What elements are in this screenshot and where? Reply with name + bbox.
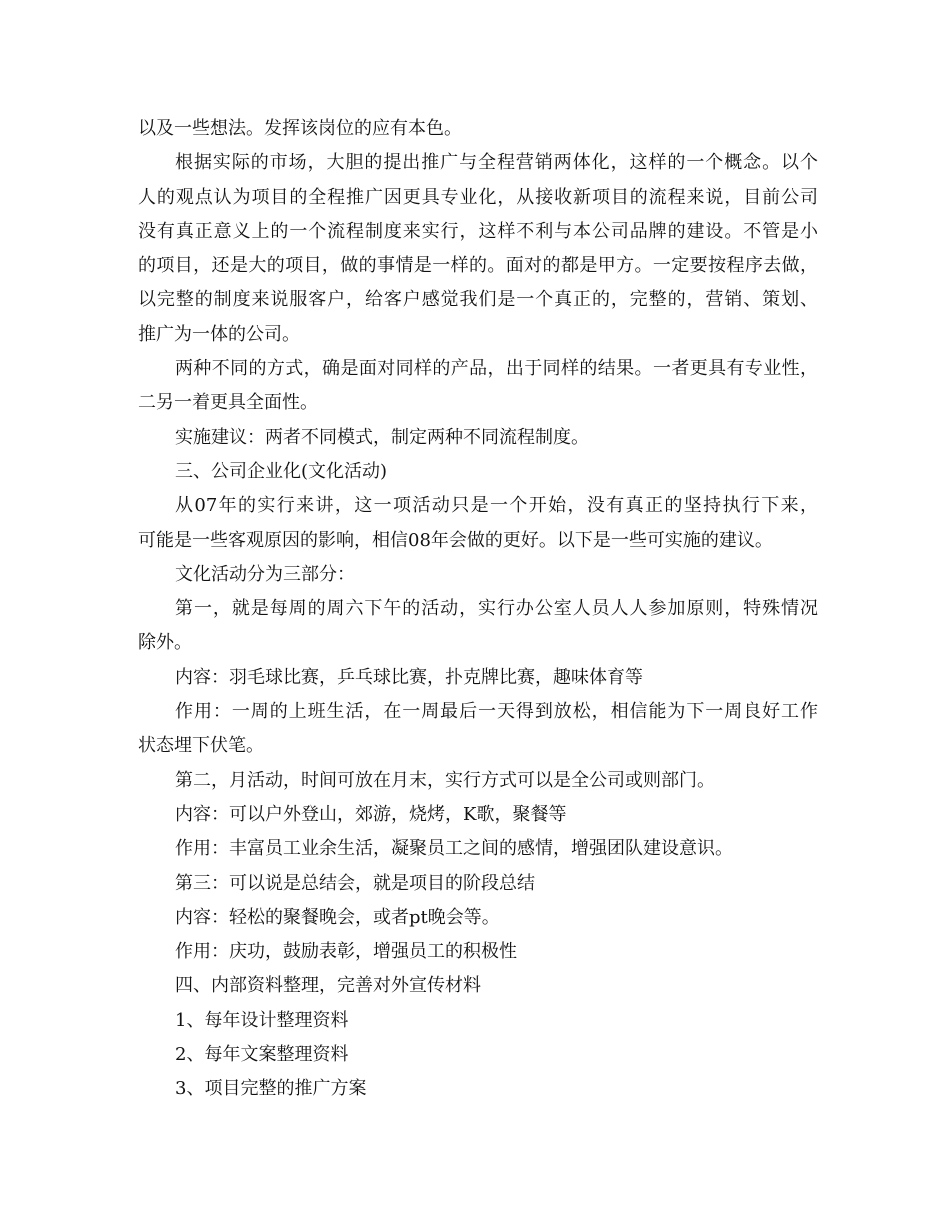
text-line: 文化活动分为三部分：: [175, 563, 355, 585]
list-item: 3、项目完整的推广方案: [175, 1078, 367, 1100]
list-item: 1、每年设计整理资料: [175, 1009, 349, 1031]
text-line: 推广为一体的公司。: [138, 323, 300, 345]
text-line: 没有真正意义上的一个流程制度来实行，这样不利与本公司品牌的建设。不管是小: [138, 220, 818, 242]
text-line: 的项目，还是大的项目，做的事情是一样的。面对的都是甲方。一定要按程序去做，: [138, 255, 818, 277]
text-line: 内容：可以户外登山，郊游，烧烤，K歌，聚餐等: [175, 803, 567, 825]
text-line: 内容：羽毛球比赛，乒乓球比赛，扑克牌比赛，趣味体育等: [175, 666, 643, 688]
text-line: 状态埋下伏笔。: [138, 735, 264, 757]
text-line: 二另一着更具全面性。: [138, 392, 318, 414]
section-heading: 四、内部资料整理，完善对外宣传材料: [175, 975, 481, 997]
text-line: 内容：轻松的聚餐晚会，或者pt晚会等。: [175, 906, 500, 928]
text-line: 作用：庆功，鼓励表彰，增强员工的积极性: [175, 941, 517, 963]
section-heading: 三、公司企业化(文化活动): [175, 460, 388, 482]
text-line: 两种不同的方式，确是面对同样的产品，出于同样的结果。一者更具有专业性，: [175, 358, 818, 380]
list-item: 2、每年文案整理资料: [175, 1044, 349, 1066]
text-line: 人的观点认为项目的全程推广因更具专业化，从接收新项目的流程来说，目前公司: [138, 186, 818, 208]
text-line: 可能是一些客观原因的影响，相信08年会做的更好。以下是一些可实施的建议。: [138, 529, 773, 551]
text-line: 作用：丰富员工业余生活，凝聚员工之间的感情，增强团队建设意识。: [175, 838, 733, 860]
text-line: 根据实际的市场，大胆的提出推广与全程营销两体化，这样的一个概念。以个: [175, 152, 818, 174]
text-line: 作用：一周的上班生活，在一周最后一天得到放松，相信能为下一周良好工作: [175, 701, 818, 723]
text-line: 以完整的制度来说服客户，给客户感觉我们是一个真正的，完整的，营销、策划、: [138, 289, 818, 311]
text-line: 第一，就是每周的周六下午的活动，实行办公室人员人人参加原则，特殊情况: [175, 598, 818, 620]
text-line: 第二，月活动，时间可放在月末，实行方式可以是全公司或则部门。: [175, 769, 715, 791]
text-line: 除外。: [138, 632, 192, 654]
text-line: 从07年的实行来讲，这一项活动只是一个开始，没有真正的坚持执行下来，: [175, 495, 818, 517]
text-line: 以及一些想法。发挥该岗位的应有本色。: [138, 118, 462, 139]
text-line: 实施建议：两者不同模式，制定两种不同流程制度。: [175, 426, 589, 448]
document-body: [138, 112, 818, 1107]
text-line: 第三：可以说是总结会，就是项目的阶段总结: [175, 872, 535, 894]
